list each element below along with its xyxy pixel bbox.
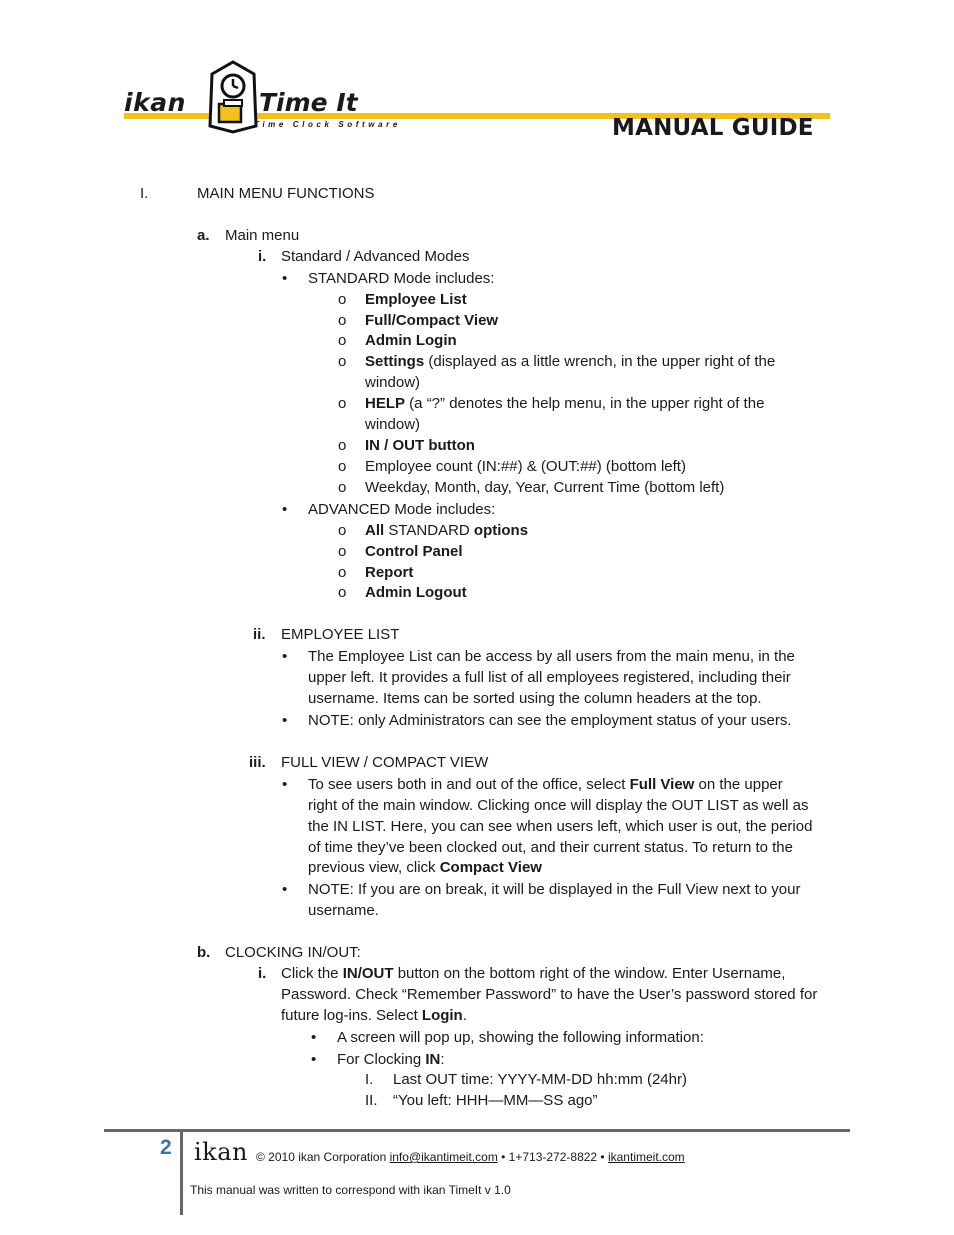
- sub-bullet-icon: o: [338, 291, 347, 308]
- text-line: I.: [365, 1071, 374, 1088]
- sub-bullet-icon: o: [338, 437, 347, 454]
- page-title: MANUAL GUIDE: [612, 115, 814, 141]
- text-line: [365, 563, 413, 583]
- text-line: STANDARD Mode includes:: [308, 270, 495, 287]
- bullet-icon: •: [282, 501, 288, 518]
- footer-website-link[interactable]: ikantimeit.com: [607, 1150, 685, 1164]
- text-line: [308, 858, 542, 878]
- bullet-icon: •: [282, 881, 288, 898]
- text-line: NOTE: only Administrators can see the employment status of your users.: [308, 712, 792, 729]
- text-run: window): [365, 416, 421, 433]
- text-line: [365, 290, 467, 310]
- text-run: Control Panel: [365, 543, 463, 560]
- text-line: [365, 583, 467, 603]
- text-line: right of the main window. Clicking once will display the OUT LIST as well as: [308, 797, 809, 814]
- footer-copyright: © 2010 ikan Corporation: [256, 1150, 390, 1164]
- text-run: Settings: [365, 353, 425, 370]
- text-run: Employee List: [365, 291, 467, 308]
- text-run: Full View: [629, 776, 695, 793]
- text-line: [308, 775, 783, 795]
- sub-bullet-icon: o: [338, 584, 347, 601]
- text-line: I.: [140, 185, 149, 202]
- text-line: The Employee List can be access by all users from the main menu, in the: [308, 648, 795, 665]
- footer-email-link[interactable]: info@ikantimeit.com: [389, 1150, 498, 1164]
- footer-logo: ikan: [194, 1138, 248, 1166]
- text-line: a.: [197, 227, 210, 244]
- text-run: on the upper: [694, 776, 783, 793]
- text-line: FULL VIEW / COMPACT VIEW: [281, 754, 489, 771]
- text-line: [365, 457, 686, 477]
- text-run: Weekday, Month, day, Year, Current Time (bottom left): [365, 479, 725, 496]
- text-run: Employee count (IN:##) & (OUT:##) (bottom left): [365, 458, 686, 475]
- text-line: iii.: [249, 754, 266, 771]
- text-run: Login: [421, 1007, 463, 1024]
- text-line: Standard / Advanced Modes: [281, 248, 470, 265]
- text-run: IN: [425, 1051, 441, 1068]
- text-line: [365, 415, 420, 435]
- footer-note: This manual was written to correspond with ikan TimeIt v 1.0: [190, 1183, 511, 1197]
- text-run: (a “?” denotes the help menu, in the upper right of the: [405, 395, 765, 412]
- text-run: IN / OUT button: [365, 437, 475, 454]
- text-line: b.: [197, 944, 211, 961]
- text-line: i.: [258, 248, 267, 265]
- text-run: Admin Login: [365, 332, 457, 349]
- text-line: NOTE: If you are on break, it will be displayed in the Full View next to your: [308, 881, 801, 898]
- text-run: future log-ins. Select: [281, 1007, 422, 1024]
- text-run: Click the: [281, 965, 343, 982]
- text-line: Last OUT time: YYYY-MM-DD hh:mm (24hr): [393, 1071, 687, 1088]
- bullet-icon: •: [282, 648, 288, 665]
- footer-contact: [256, 1149, 685, 1165]
- text-line: of time they’ve been clocked out, and their current status. To return to the: [308, 839, 793, 856]
- text-line: [365, 521, 528, 541]
- sub-bullet-icon: o: [338, 353, 347, 370]
- text-line: username.: [308, 902, 379, 919]
- text-line: ii.: [253, 626, 266, 643]
- text-line: the IN LIST. Here, you can see when users left, which user is out, the period: [308, 818, 813, 835]
- text-line: [365, 331, 457, 351]
- sub-bullet-icon: o: [338, 332, 347, 349]
- text-run: .: [462, 1007, 467, 1024]
- text-line: [365, 352, 775, 372]
- text-run: Report: [365, 564, 414, 581]
- text-run: All: [365, 522, 385, 539]
- text-run: Compact View: [439, 859, 542, 876]
- sub-bullet-icon: o: [338, 395, 347, 412]
- text-run: Admin Logout: [365, 584, 467, 601]
- text-line: MAIN MENU FUNCTIONS: [197, 185, 375, 202]
- text-line: ADVANCED Mode includes:: [308, 501, 496, 518]
- text-run: To see users both in and out of the office, select: [308, 776, 630, 793]
- footer-rule: [104, 1129, 850, 1132]
- text-line: [281, 1006, 467, 1026]
- text-run: :: [440, 1051, 445, 1068]
- text-line: [365, 542, 463, 562]
- sub-bullet-icon: o: [338, 543, 347, 560]
- page-number: 2: [160, 1136, 172, 1159]
- text-line: [365, 436, 475, 456]
- text-line: A screen will pop up, showing the following information:: [337, 1029, 704, 1046]
- text-line: [365, 373, 420, 393]
- text-line: EMPLOYEE LIST: [281, 626, 400, 643]
- text-line: Main menu: [225, 227, 300, 244]
- text-line: “You left: HHH—MM—SS ago”: [393, 1092, 598, 1109]
- text-run: button on the bottom right of the window. Enter Username,: [393, 965, 786, 982]
- text-line: upper left. It provides a full list of all employees registered, including their: [308, 669, 791, 686]
- text-run: Full/Compact View: [365, 312, 499, 329]
- bullet-icon: •: [311, 1029, 317, 1046]
- text-run: HELP: [365, 395, 406, 412]
- text-line: [281, 964, 785, 984]
- text-run: IN/OUT: [342, 965, 394, 982]
- footer-vertical-rule: [180, 1131, 183, 1215]
- text-run: options: [473, 522, 529, 539]
- text-run: For Clocking: [337, 1051, 426, 1068]
- text-run: (displayed as a little wrench, in the upper right of the: [424, 353, 776, 370]
- text-run: window): [365, 374, 421, 391]
- sub-bullet-icon: o: [338, 564, 347, 581]
- logo-tagline: Time Clock Software: [254, 120, 401, 129]
- bullet-icon: •: [282, 270, 288, 287]
- bullet-icon: •: [311, 1051, 317, 1068]
- sub-bullet-icon: o: [338, 458, 347, 475]
- text-line: [365, 311, 498, 331]
- sub-bullet-icon: o: [338, 522, 347, 539]
- logo-ikan: ikan: [124, 88, 186, 117]
- text-run: STANDARD: [384, 522, 474, 539]
- text-line: [337, 1050, 445, 1070]
- text-line: i.: [258, 965, 267, 982]
- text-line: Password. Check “Remember Password” to have the User’s password stored for: [281, 986, 818, 1003]
- text-line: username. Items can be sorted using the column headers at the top.: [308, 690, 762, 707]
- sub-bullet-icon: o: [338, 312, 347, 329]
- text-line: II.: [365, 1092, 378, 1109]
- text-line: [365, 394, 764, 414]
- text-line: [365, 478, 724, 498]
- footer-phone: • 1+713-272-8822 •: [497, 1150, 608, 1164]
- bullet-icon: •: [282, 776, 288, 793]
- bullet-icon: •: [282, 712, 288, 729]
- text-line: CLOCKING IN/OUT:: [225, 944, 361, 961]
- logo-time-it: Time It: [259, 88, 358, 117]
- sub-bullet-icon: o: [338, 479, 347, 496]
- text-run: previous view, click: [308, 859, 440, 876]
